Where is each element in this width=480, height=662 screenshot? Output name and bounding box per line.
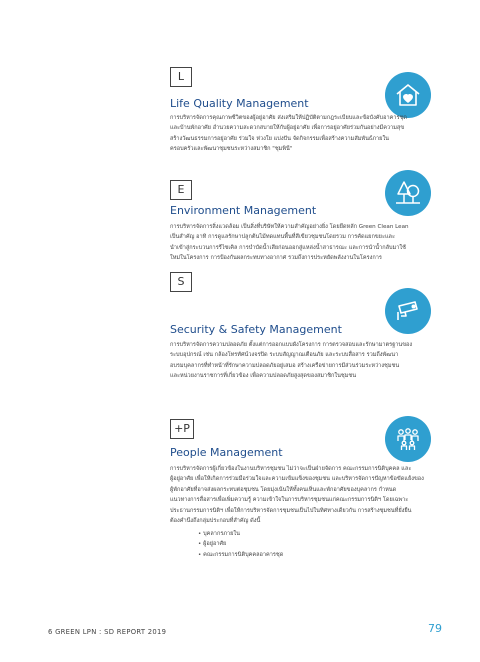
letter-box-s: S (170, 272, 192, 292)
list-item: • คณะกรรมการนิติบุคคลอาคารชุด (198, 551, 284, 558)
text-line: ครอบครัวและพัฒนาชุมชนระหว่างสมาชิก "ชุมพินี" (170, 146, 293, 153)
text-line: สร้างวัฒนธรรมการอยู่อาศัย ร่วมใจ ห่วงใย แบ่งปัน จัดกิจกรรมเพื่อสร้างความสัมพันธ์ภายใน (170, 135, 390, 142)
section-title-environment: Environment Management (170, 204, 317, 217)
list-item: • ผู้อยู่อาศัย (198, 541, 227, 548)
text-line: การบริหารจัดการคุณภาพชีวิตของผู้อยู่อาศัย ส่งเสริมให้ปฏิบัติตามกฎระเบียบและข้อบังคับอาคารชุด (170, 115, 407, 121)
security-camera-icon (385, 288, 431, 334)
bullet-list (198, 529, 283, 560)
text-line: การบริหารจัดการสิ่งแวดล้อม เป็นสิ่งที่บริษัทให้ความสำคัญอย่างยิ่ง โดยยึดหลัก Green Clean Lean (170, 224, 409, 230)
text-line: ต้องคำนึงถึงกลุ่มประกอบที่สำคัญ ดังนี้ (170, 518, 261, 525)
trees-icon (385, 170, 431, 216)
text-line: ระบบอุปกรณ์ เช่น กล้องโทรทัศน์วงจรปิด ระบบสัญญาณเตือนภัย และระบบสื่อสาร รวมถึงพัฒนา (170, 352, 399, 359)
section-title-security: Security & Safety Management (170, 323, 342, 336)
text-line: และหน่วยงานราชการที่เกี่ยวข้อง เพื่อความปลอดภัยสูงสุดของสมาชิกในชุมชน (170, 373, 357, 380)
letter-box-p: +P (170, 419, 194, 439)
text-line: การบริหารจัดการผู้เกี่ยวข้องในงานบริหารชุมชน ไม่ว่าจะเป็นฝ่ายจัดการ คณะกรรมการนิติบุคคล และ (170, 466, 412, 472)
section-title-life-quality: Life Quality Management (170, 97, 309, 110)
people-group-icon (385, 416, 431, 462)
section-title-people: People Management (170, 446, 283, 459)
letter-box-l: L (170, 67, 192, 87)
text-line: อบรมบุคลากรที่ทำหน้าที่รักษาความปลอดภัยอยู่เสมอ สร้างเครือข่ายการมีส่วนร่วมระหว่างชุมชน (170, 362, 400, 369)
text-line: การบริหารจัดการความปลอดภัย ตั้งแต่การออกแบบผังโครงการ การตรวจสอบและรักษามาตรฐานของ (170, 342, 413, 348)
section-text-life-quality (170, 113, 440, 155)
home-heart-icon (385, 72, 431, 118)
text-line: นำเข้าสู่กระบวนการรีไซเคิล การบำบัดน้ำเสียก่อนออกสู่แหล่งน้ำสาธารณะ และการนำน้ำกลับมาใช้ (170, 244, 406, 251)
text-line: เป็นสำคัญ อาทิ การดูแลรักษาปลูกต้นไม้ทดแทนพื้นที่สีเขียวชุมชนโดยรวม การคัดแยกขยะและ (170, 234, 395, 241)
text-line: ใหม่ในโครงการ การป้องกันผลกระทบทางอากาศ รวมถึงการประหยัดพลังงานในโครงการ (170, 255, 382, 262)
section-text-security (170, 340, 440, 382)
page-number: 79 (428, 622, 442, 635)
section-text-environment (170, 222, 440, 264)
list-item: • บุคลากรภายใน (198, 531, 240, 537)
text-line: ผู้พักอาศัยที่อาจส่งผลกระทบต่อชุมชน โดยมุ่งเน้นให้ทั้งคนเห็นและพักอาศัยของบุคลากร กำหนด (170, 486, 397, 493)
text-line: ผู้อยู่อาศัย เพื่อให้เกิดการร่วมมือร่วมใจและความเข้มแข็งของชุมชน และบริหารจัดการปัญหาข้อขัดแย้งของ (170, 476, 424, 483)
text-line: และบ้านพักอาศัย อำนวยความสะดวกสบายให้กับผู้อยู่อาศัย เพื่อการอยู่อาศัยร่วมกันอย่างมีความสุข (170, 125, 405, 132)
letter-box-e: E (170, 180, 192, 200)
footer-report-title: 6 GREEN LPN : SD REPORT 2019 (48, 628, 167, 636)
text-line: ประธานกรรมการนิติฯ เพื่อให้การบริหารจัดการชุมชนเป็นไปในทิศทางเดียวกัน การสร้างชุมชนที่ยั่งยืน (170, 507, 412, 514)
text-line: แนวทางการสื่อสารเพื่อเพิ่มความรู้ ความเข้าใจในการบริหารชุมชนแก่คณะกรรมการนิติฯ โดยเฉพาะ (170, 497, 409, 504)
section-text-people (170, 464, 440, 526)
